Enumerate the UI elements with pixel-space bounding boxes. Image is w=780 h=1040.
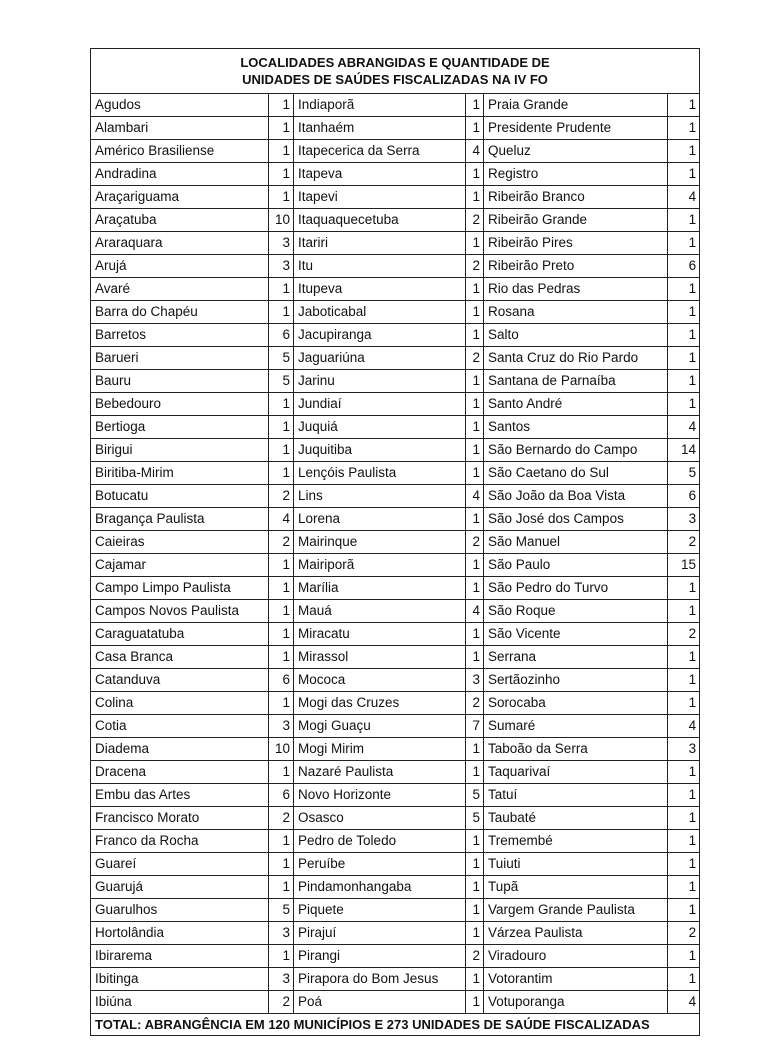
municipality-name: Guarujá (91, 876, 269, 899)
units-count: 1 (269, 692, 294, 715)
municipality-name: São João da Boa Vista (484, 485, 668, 508)
units-count: 5 (269, 347, 294, 370)
units-count: 1 (668, 370, 700, 393)
municipality-name: Ribeirão Preto (484, 255, 668, 278)
municipality-name: Araçariguama (91, 186, 269, 209)
units-count: 1 (668, 646, 700, 669)
units-count: 1 (668, 830, 700, 853)
table-row (91, 485, 700, 508)
municipality-name: São Caetano do Sul (484, 462, 668, 485)
units-count: 1 (269, 439, 294, 462)
municipality-name: Sorocaba (484, 692, 668, 715)
municipality-name: Pirapora do Bom Jesus (294, 968, 466, 991)
units-count: 1 (668, 669, 700, 692)
table-row (91, 853, 700, 876)
table-row (91, 439, 700, 462)
municipality-name: Santos (484, 416, 668, 439)
municipality-name: Ibirarema (91, 945, 269, 968)
municipality-name: São Paulo (484, 554, 668, 577)
table-row (91, 324, 700, 347)
units-count: 3 (668, 508, 700, 531)
units-count: 1 (668, 209, 700, 232)
units-count: 1 (668, 577, 700, 600)
total-text: TOTAL: ABRANGÊNCIA EM 120 MUNICÍPIOS E 273 UNIDADES DE SAÚDE FISCALIZADAS (91, 1014, 700, 1036)
table-row (91, 347, 700, 370)
municipality-name: São José dos Campos (484, 508, 668, 531)
units-count: 2 (466, 255, 484, 278)
municipality-name: Taboão da Serra (484, 738, 668, 761)
units-count: 1 (269, 416, 294, 439)
units-count: 1 (668, 761, 700, 784)
municipality-name: Guareí (91, 853, 269, 876)
table-row (91, 554, 700, 577)
municipality-name: Araçatuba (91, 209, 269, 232)
municipality-name: Piquete (294, 899, 466, 922)
table-row (91, 968, 700, 991)
units-count: 10 (269, 738, 294, 761)
units-count: 1 (668, 899, 700, 922)
table-row (91, 278, 700, 301)
units-count: 4 (668, 715, 700, 738)
units-count: 1 (466, 876, 484, 899)
municipality-name: Caieiras (91, 531, 269, 554)
table-title (91, 49, 700, 94)
units-count: 1 (668, 876, 700, 899)
table-title-line-1: LOCALIDADES ABRANGIDAS E QUANTIDADE DE (240, 55, 550, 70)
units-count: 7 (466, 715, 484, 738)
table-row (91, 669, 700, 692)
units-count: 1 (466, 830, 484, 853)
table-row (91, 416, 700, 439)
municipality-name: Taquarivaí (484, 761, 668, 784)
municipality-name: Peruíbe (294, 853, 466, 876)
municipality-name: Serrana (484, 646, 668, 669)
municipality-name: São Vicente (484, 623, 668, 646)
table-row (91, 508, 700, 531)
units-count: 5 (466, 784, 484, 807)
municipality-name: Barretos (91, 324, 269, 347)
municipality-name: Rosana (484, 301, 668, 324)
municipality-name: Pirajuí (294, 922, 466, 945)
municipality-name: Várzea Paulista (484, 922, 668, 945)
units-count: 2 (269, 991, 294, 1014)
municipality-name: Birigui (91, 439, 269, 462)
units-count: 6 (269, 784, 294, 807)
municipality-name: Sertãozinho (484, 669, 668, 692)
units-count: 3 (269, 715, 294, 738)
municipality-name: Itaquaquecetuba (294, 209, 466, 232)
units-count: 1 (668, 807, 700, 830)
municipality-name: Jacupiranga (294, 324, 466, 347)
municipality-name: Lins (294, 485, 466, 508)
units-count: 3 (269, 255, 294, 278)
municipality-name: Mogi das Cruzes (294, 692, 466, 715)
municipality-name: Biritiba-Mirim (91, 462, 269, 485)
table-row (91, 715, 700, 738)
municipality-name: Tuiuti (484, 853, 668, 876)
municipality-name: São Bernardo do Campo (484, 439, 668, 462)
municipality-name: Pedro de Toledo (294, 830, 466, 853)
table-row (91, 255, 700, 278)
municipality-name: Hortolândia (91, 922, 269, 945)
units-count: 1 (466, 117, 484, 140)
table-row (91, 600, 700, 623)
municipality-name: Mococa (294, 669, 466, 692)
municipality-name: Ibiúna (91, 991, 269, 1014)
municipality-name: Jaguariúna (294, 347, 466, 370)
units-count: 2 (269, 807, 294, 830)
units-count: 2 (668, 922, 700, 945)
units-count: 2 (668, 531, 700, 554)
units-count: 1 (466, 439, 484, 462)
municipality-name: Jaboticabal (294, 301, 466, 324)
units-count: 1 (269, 876, 294, 899)
municipality-name: Campo Limpo Paulista (91, 577, 269, 600)
units-count: 1 (466, 393, 484, 416)
units-count: 1 (466, 232, 484, 255)
units-count: 14 (668, 439, 700, 462)
municipality-name: Américo Brasiliense (91, 140, 269, 163)
municipality-name: Miracatu (294, 623, 466, 646)
units-count: 6 (269, 669, 294, 692)
municipality-name: Queluz (484, 140, 668, 163)
table-row (91, 945, 700, 968)
municipality-name: Salto (484, 324, 668, 347)
units-count: 1 (466, 738, 484, 761)
units-count: 4 (466, 140, 484, 163)
table-title-row (91, 49, 700, 94)
units-count: 1 (466, 186, 484, 209)
units-count: 1 (466, 94, 484, 117)
units-count: 1 (466, 623, 484, 646)
units-count: 1 (269, 577, 294, 600)
table-row (91, 646, 700, 669)
municipality-name: Andradina (91, 163, 269, 186)
units-count: 1 (269, 94, 294, 117)
units-count: 1 (668, 324, 700, 347)
municipalities-table (90, 48, 700, 1036)
municipality-name: Caraguatatuba (91, 623, 269, 646)
units-count: 3 (269, 922, 294, 945)
municipality-name: Rio das Pedras (484, 278, 668, 301)
municipality-name: Bertioga (91, 416, 269, 439)
table-row (91, 784, 700, 807)
units-count: 2 (269, 531, 294, 554)
units-count: 1 (466, 462, 484, 485)
units-count: 1 (668, 945, 700, 968)
units-count: 2 (466, 209, 484, 232)
units-count: 1 (466, 278, 484, 301)
municipality-name: Pirangi (294, 945, 466, 968)
municipality-name: Arujá (91, 255, 269, 278)
municipality-name: Colina (91, 692, 269, 715)
units-count: 1 (668, 140, 700, 163)
municipality-name: Botucatu (91, 485, 269, 508)
table-row (91, 117, 700, 140)
municipality-name: Mairiporã (294, 554, 466, 577)
table-row (91, 163, 700, 186)
municipality-name: Santana de Parnaíba (484, 370, 668, 393)
units-count: 5 (269, 899, 294, 922)
municipality-name: Pindamonhangaba (294, 876, 466, 899)
table-row (91, 94, 700, 117)
units-count: 4 (269, 508, 294, 531)
municipality-name: Itupeva (294, 278, 466, 301)
municipality-name: Registro (484, 163, 668, 186)
units-count: 5 (668, 462, 700, 485)
municipality-name: Cajamar (91, 554, 269, 577)
units-count: 1 (668, 968, 700, 991)
units-count: 1 (466, 301, 484, 324)
units-count: 4 (668, 991, 700, 1014)
units-count: 1 (668, 163, 700, 186)
units-count: 3 (668, 738, 700, 761)
municipality-name: Francisco Morato (91, 807, 269, 830)
municipality-name: Viradouro (484, 945, 668, 968)
units-count: 1 (269, 830, 294, 853)
municipality-name: Jundiaí (294, 393, 466, 416)
units-count: 1 (466, 899, 484, 922)
units-count: 1 (466, 508, 484, 531)
units-count: 1 (466, 646, 484, 669)
units-count: 1 (668, 784, 700, 807)
units-count: 4 (668, 186, 700, 209)
units-count: 1 (269, 278, 294, 301)
units-count: 6 (668, 255, 700, 278)
units-count: 6 (668, 485, 700, 508)
units-count: 1 (466, 554, 484, 577)
units-count: 4 (466, 485, 484, 508)
municipality-name: Bragança Paulista (91, 508, 269, 531)
municipality-name: Vargem Grande Paulista (484, 899, 668, 922)
municipality-name: Praia Grande (484, 94, 668, 117)
units-count: 3 (466, 669, 484, 692)
units-count: 4 (668, 416, 700, 439)
units-count: 1 (466, 324, 484, 347)
municipality-name: São Manuel (484, 531, 668, 554)
units-count: 2 (466, 531, 484, 554)
municipality-name: Tatuí (484, 784, 668, 807)
units-count: 1 (269, 600, 294, 623)
units-count: 6 (269, 324, 294, 347)
units-count: 1 (466, 853, 484, 876)
table-row (91, 301, 700, 324)
table-row (91, 623, 700, 646)
municipality-name: Bauru (91, 370, 269, 393)
municipality-name: Mirassol (294, 646, 466, 669)
units-count: 1 (466, 761, 484, 784)
municipality-name: Mauá (294, 600, 466, 623)
units-count: 1 (668, 347, 700, 370)
municipality-name: Mogi Mirim (294, 738, 466, 761)
units-count: 1 (466, 370, 484, 393)
municipality-name: Santo André (484, 393, 668, 416)
units-count: 15 (668, 554, 700, 577)
municipality-name: Votorantim (484, 968, 668, 991)
units-count: 1 (269, 462, 294, 485)
units-count: 3 (269, 968, 294, 991)
units-count: 1 (269, 163, 294, 186)
municipality-name: Mogi Guaçu (294, 715, 466, 738)
units-count: 2 (466, 347, 484, 370)
units-count: 1 (668, 393, 700, 416)
municipality-name: Nazaré Paulista (294, 761, 466, 784)
units-count: 1 (269, 761, 294, 784)
municipality-name: Marília (294, 577, 466, 600)
municipality-name: Cotia (91, 715, 269, 738)
table-row (91, 186, 700, 209)
municipality-name: Franco da Rocha (91, 830, 269, 853)
municipality-name: Juquitiba (294, 439, 466, 462)
municipality-name: Araraquara (91, 232, 269, 255)
municipality-name: Ribeirão Grande (484, 209, 668, 232)
municipality-name: Avaré (91, 278, 269, 301)
municipality-name: Diadema (91, 738, 269, 761)
units-count: 1 (466, 416, 484, 439)
table-row (91, 876, 700, 899)
table-row (91, 140, 700, 163)
units-count: 1 (668, 94, 700, 117)
municipality-name: Tremembé (484, 830, 668, 853)
units-count: 1 (269, 186, 294, 209)
municipality-name: Tupã (484, 876, 668, 899)
municipality-name: Ribeirão Branco (484, 186, 668, 209)
table-body (91, 94, 700, 1014)
municipality-name: Lençóis Paulista (294, 462, 466, 485)
municipality-name: São Roque (484, 600, 668, 623)
units-count: 1 (269, 646, 294, 669)
units-count: 10 (269, 209, 294, 232)
units-count: 1 (668, 301, 700, 324)
municipality-name: Novo Horizonte (294, 784, 466, 807)
units-count: 1 (668, 232, 700, 255)
municipality-name: Itapevi (294, 186, 466, 209)
table-row (91, 232, 700, 255)
units-count: 1 (668, 853, 700, 876)
table-row (91, 692, 700, 715)
units-count: 4 (466, 600, 484, 623)
table-row (91, 738, 700, 761)
municipality-name: Itapecerica da Serra (294, 140, 466, 163)
table-row (91, 922, 700, 945)
units-count: 2 (466, 945, 484, 968)
units-count: 1 (269, 393, 294, 416)
municipality-name: Bebedouro (91, 393, 269, 416)
municipality-name: Campos Novos Paulista (91, 600, 269, 623)
units-count: 1 (668, 692, 700, 715)
table-row (91, 899, 700, 922)
table-row (91, 462, 700, 485)
municipality-name: Lorena (294, 508, 466, 531)
municipality-name: Osasco (294, 807, 466, 830)
units-count: 1 (269, 623, 294, 646)
units-count: 1 (269, 853, 294, 876)
municipality-name: Juquiá (294, 416, 466, 439)
municipality-name: Ibitinga (91, 968, 269, 991)
municipality-name: Ribeirão Pires (484, 232, 668, 255)
table-title-line-2: UNIDADES DE SAÚDES FISCALIZADAS NA IV FO (242, 72, 548, 87)
units-count: 1 (668, 117, 700, 140)
municipality-name: Indiaporã (294, 94, 466, 117)
units-count: 2 (668, 623, 700, 646)
units-count: 1 (269, 554, 294, 577)
municipality-name: Mairinque (294, 531, 466, 554)
units-count: 5 (269, 370, 294, 393)
units-count: 1 (466, 968, 484, 991)
units-count: 1 (466, 922, 484, 945)
table-row (91, 761, 700, 784)
units-count: 1 (269, 301, 294, 324)
municipality-name: Sumaré (484, 715, 668, 738)
municipality-name: Itapeva (294, 163, 466, 186)
municipality-name: São Pedro do Turvo (484, 577, 668, 600)
units-count: 3 (269, 232, 294, 255)
units-count: 1 (668, 600, 700, 623)
municipality-name: Jarinu (294, 370, 466, 393)
table-row (91, 393, 700, 416)
table-row (91, 830, 700, 853)
table-row (91, 577, 700, 600)
municipality-name: Catanduva (91, 669, 269, 692)
municipality-name: Dracena (91, 761, 269, 784)
municipality-name: Barra do Chapéu (91, 301, 269, 324)
table-row (91, 991, 700, 1014)
municipality-name: Santa Cruz do Rio Pardo (484, 347, 668, 370)
table-row (91, 209, 700, 232)
units-count: 2 (466, 692, 484, 715)
units-count: 1 (466, 577, 484, 600)
units-count: 1 (466, 163, 484, 186)
table-row (91, 370, 700, 393)
units-count: 2 (269, 485, 294, 508)
units-count: 1 (269, 945, 294, 968)
units-count: 1 (269, 140, 294, 163)
units-count: 1 (668, 278, 700, 301)
municipality-name: Casa Branca (91, 646, 269, 669)
table-row (91, 531, 700, 554)
municipality-name: Agudos (91, 94, 269, 117)
municipality-name: Itanhaém (294, 117, 466, 140)
table-row (91, 807, 700, 830)
municipality-name: Itu (294, 255, 466, 278)
municipality-name: Taubaté (484, 807, 668, 830)
units-count: 1 (269, 117, 294, 140)
units-count: 5 (466, 807, 484, 830)
municipality-name: Poá (294, 991, 466, 1014)
total-row (91, 1014, 700, 1036)
municipality-name: Embu das Artes (91, 784, 269, 807)
municipality-name: Itariri (294, 232, 466, 255)
municipality-name: Guarulhos (91, 899, 269, 922)
units-count: 1 (466, 991, 484, 1014)
municipality-name: Presidente Prudente (484, 117, 668, 140)
municipality-name: Barueri (91, 347, 269, 370)
municipality-name: Alambari (91, 117, 269, 140)
municipality-name: Votuporanga (484, 991, 668, 1014)
